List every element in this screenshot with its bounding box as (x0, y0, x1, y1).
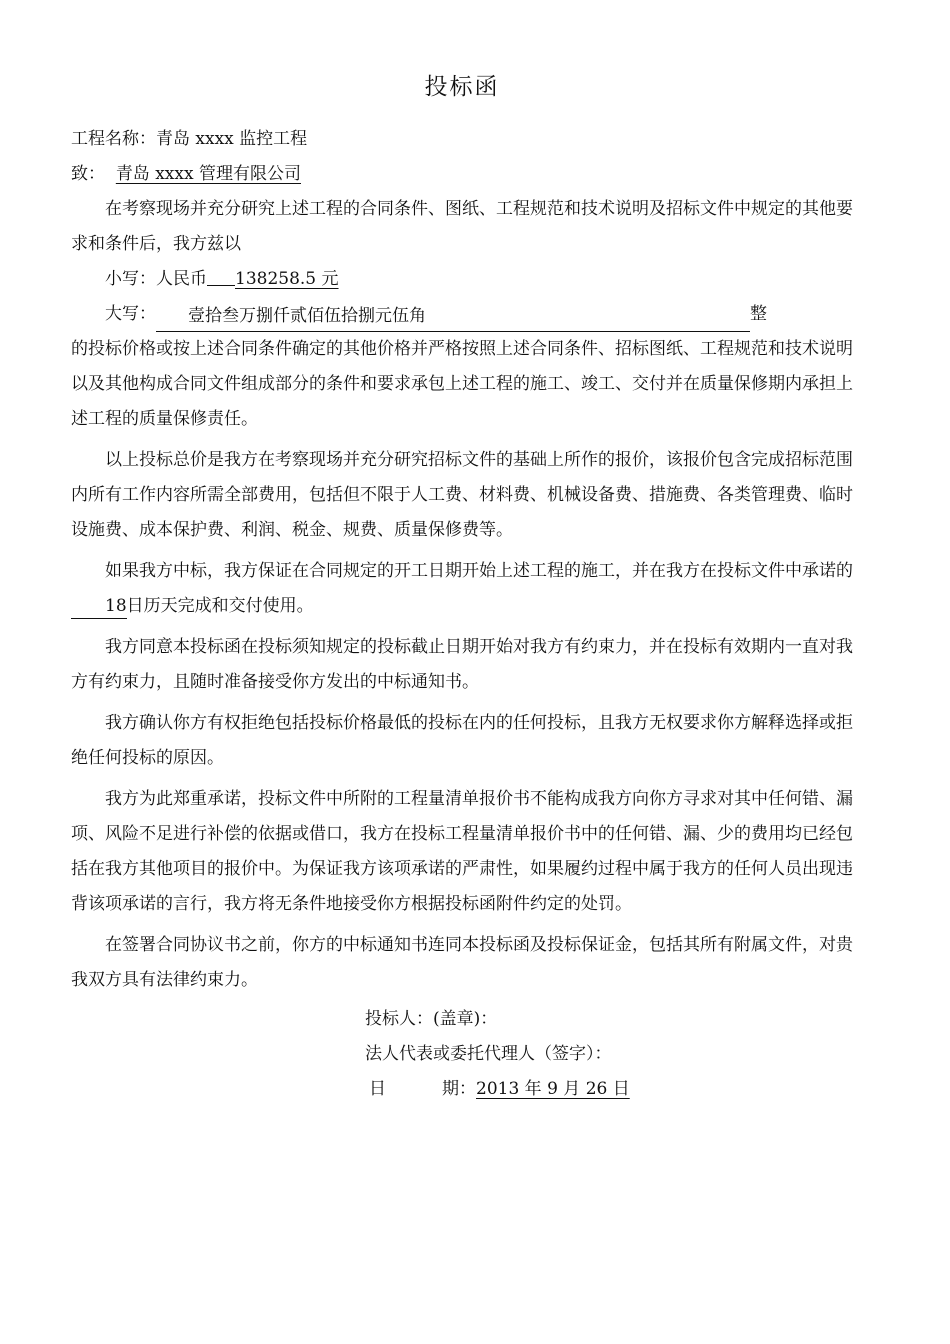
amount-small-value: 138258.5 元 (235, 269, 339, 289)
schedule-days: 18 (71, 594, 127, 619)
paragraph-binding-effect: 在签署合同协议书之前，你方的中标通知书连同本投标函及投标保证金，包括其所有附属文件，对贵我双方具有法律约束力。 (71, 935, 853, 990)
amount-large-suffix: 整 (750, 304, 767, 324)
project-name: 青岛 xxxx 监控工程 (156, 129, 308, 149)
amount-large-line (71, 297, 853, 332)
date-label-1: 日 (369, 1079, 386, 1099)
intro-paragraph: 在考察现场并充分研究上述工程的合同条件、图纸、工程规范和技术说明及招标文件中规定的其他要求和条件后，我方兹以 (71, 199, 853, 254)
document-title: 投标函 (424, 74, 500, 100)
date-line (71, 1072, 853, 1107)
paragraph-total-price: 以上投标总价是我方在考察现场并充分研究招标文件的基础上所作的报价，该报价包含完成招标范围内所有工作内容所需全部费用，包括但不限于人工费、材料费、机械设备费、措施费、各类管理费、临时设施费、成本保护费、利润、税金、规费、质量保修费等。 (71, 450, 853, 540)
amount-small-label: 小写：人民币 (105, 269, 207, 289)
paragraph-schedule (71, 554, 853, 624)
date-value: 2013 年 9 月 26 日 (476, 1079, 630, 1099)
project-label: 工程名称： (71, 129, 156, 149)
recipient-label: 致： (71, 164, 105, 184)
bidder-seal-line: 投标人：(盖章)： (365, 1009, 498, 1029)
bid-letter-page (71, 70, 853, 1107)
amount-small-blank (207, 263, 235, 286)
paragraph-rejection-right: 我方确认你方有权拒绝包括投标价格最低的投标在内的任何投标，且我方无权要求你方解释选择或拒绝任何投标的原因。 (71, 713, 853, 768)
schedule-before: 如果我方中标，我方保证在合同规定的开工日期开始上述工程的施工，并在我方在投标文件中承诺的 (105, 561, 853, 581)
recipient-line (71, 157, 853, 192)
schedule-after: 日历天完成和交付使用。 (126, 596, 314, 616)
amount-large-label: 大写： (105, 304, 156, 324)
paragraph-price-terms: 的投标价格或按上述合同条件确定的其他价格并严格按照上述合同条件、招标图纸、工程规范和技术说明以及其他构成合同文件组成部分的条件和要求承包上述工程的施工、竣工、交付并在质量保修期内承担上述工程的质量保修责任。 (71, 339, 853, 429)
amount-large-blank (156, 303, 750, 332)
paragraph-commitment: 我方为此郑重承诺，投标文件中所附的工程量清单报价书不能构成我方向你方寻求对其中任何错、漏项、风险不足进行补偿的依据或借口，我方在投标工程量清单报价书中的任何错、漏、少的费用均已经包括在我方其他项目的报价中。为保证我方该项承诺的严肃性，如果履约过程中属于我方的任何人员出现违背该项承诺的言行，我方将无条件地接受你方根据投标函附件约定的处罚。 (71, 789, 853, 914)
paragraph-validity: 我方同意本投标函在投标须知规定的投标截止日期开始对我方有约束力，并在投标有效期内一直对我方有约束力，且随时准备接受你方发出的中标通知书。 (71, 637, 853, 692)
date-label-2: 期： (442, 1079, 476, 1099)
amount-small-line (71, 262, 853, 297)
representative-signature-line: 法人代表或委托代理人（签字）： (365, 1044, 612, 1064)
project-line (71, 122, 853, 157)
recipient-name: 青岛 xxxx 管理有限公司 (115, 164, 301, 184)
amount-large-value: 壹拾叁万捌仟贰佰伍拾捌元伍角 (188, 306, 426, 326)
